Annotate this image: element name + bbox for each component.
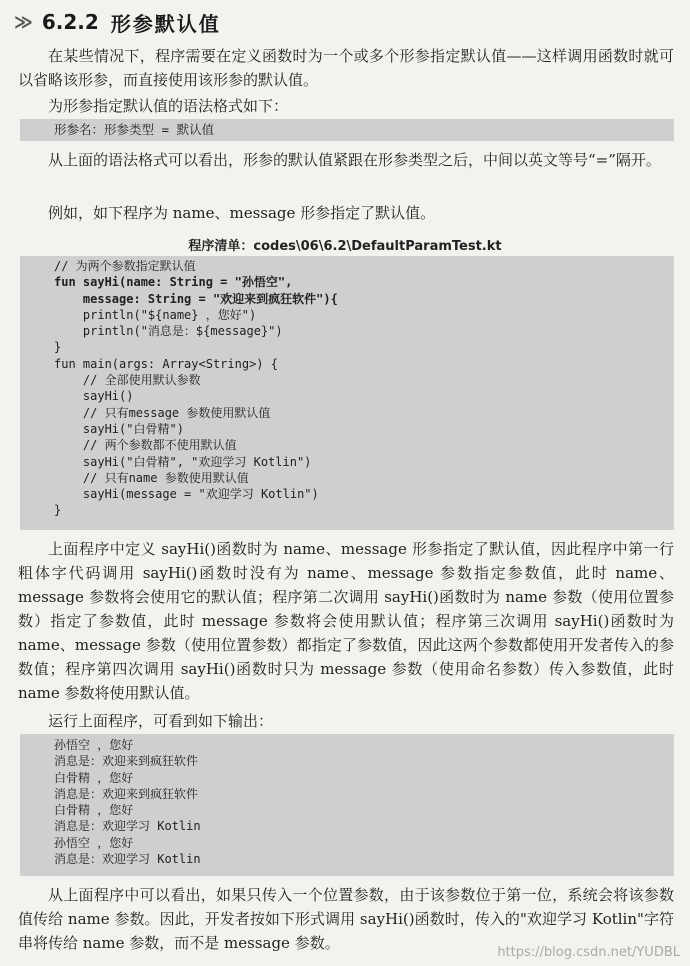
code-block [20, 256, 674, 530]
syntax-box [20, 119, 674, 141]
conclusion-paragraph: 从上面程序中可以看出，如果只传入一个位置参数，由于该参数位于第一位，系统会将该参数值传给 name 参数。因此，开发者按如下形式调用 sayHi()函数时，传入的"欢迎学习 Kotlin"字符串将传给 name 参数，而不是 message 参数。 [18, 886, 674, 952]
code-line: // 为两个参数指定默认值 [54, 259, 196, 273]
output-line: 消息是：欢迎学习 Kotlin [54, 852, 201, 867]
output-line: 白骨精 ，您好 [54, 803, 134, 818]
output-line: 白骨精 ，您好 [54, 770, 134, 785]
code-line: // 只有name 参数使用默认值 [54, 470, 249, 485]
code-line: // 两个参数都不使用默认值 [54, 438, 237, 453]
listing-caption: 程序清单：codes\06\6.2\DefaultParamTest.kt [188, 239, 502, 254]
section-title: 形参默认值 [110, 11, 221, 36]
code-line: println("${name} ，您好") [54, 307, 257, 322]
section-heading [14, 6, 221, 38]
code-line: sayHi() [54, 389, 134, 404]
code-line: fun sayHi(name: String = "孙悟空", [54, 275, 293, 290]
section-number: 6.2.2 [41, 10, 99, 34]
output-line: 消息是：欢迎来到疯狂软件 [54, 754, 199, 769]
output-line: 孙悟空 ，您好 [54, 835, 134, 850]
output-block [20, 734, 674, 876]
intro-paragraph: 在某些情况下，程序需要在定义函数时为一个或多个形参指定默认值——这样调用函数时就可以省略该形参，而直接使用该形参的默认值。 [18, 47, 674, 89]
code-line: // 只有message 参数使用默认值 [54, 405, 271, 420]
code-line: } [54, 503, 62, 518]
code-line: } [54, 340, 62, 355]
double-arrow-icon: ≫ [14, 11, 30, 33]
syntax-line: 形参名：形参类型 = 默认值 [54, 122, 215, 137]
code-line: message: String = "欢迎来到疯狂软件"){ [54, 291, 338, 306]
output-line: 消息是：欢迎学习 Kotlin [54, 819, 201, 834]
code-line: sayHi(message = "欢迎学习 Kotlin") [54, 487, 319, 502]
output-line: 孙悟空 ，您好 [54, 738, 134, 752]
syntax-lead-paragraph: 为形参指定默认值的语法格式如下： [48, 97, 289, 115]
run-lead-paragraph: 运行上面程序，可看到如下输出： [48, 712, 274, 730]
watermark: https://blog.csdn.net/YUDBL [497, 945, 680, 960]
analysis-paragraph: 上面程序中定义 sayHi()函数时为 name、message 形参指定了默认值，因此程序中第一行粗体字代码调用 sayHi()函数时没有为 name、message 参数指定参数值，此时 name、message 参数将会使用它的默认值；程序第二次调用 sayHi()函数时为 name 参数（使用位置参数）指定了参数值，此时 message 参数将会使用默认值；程序第三次调用 sayHi()函数时为 name、message 参数（使用位置参数）都指定了参数值，因此这两个参数都使用开发者传入的参数值；程序第四次调用 sayHi()函数时只为 message 参数（使用命名参数）传入参数值，此时 name 参数将使用默认值。 [18, 540, 674, 702]
code-line: fun main(args: Array<String>) { [54, 356, 278, 371]
output-line: 消息是：欢迎来到疯狂软件 [54, 786, 199, 801]
code-line: sayHi("白骨精", "欢迎学习 Kotlin") [54, 454, 312, 469]
code-line: sayHi("白骨精") [54, 421, 184, 436]
explain-paragraph: 从上面的语法格式可以看出，形参的默认值紧跟在形参类型之后，中间以英文等号“=”隔开。 [48, 151, 661, 169]
code-line: println("消息是：${message}") [54, 324, 283, 339]
code-line: // 全部使用默认参数 [54, 373, 201, 388]
example-lead-paragraph: 例如，如下程序为 name、message 形参指定了默认值。 [48, 204, 436, 222]
